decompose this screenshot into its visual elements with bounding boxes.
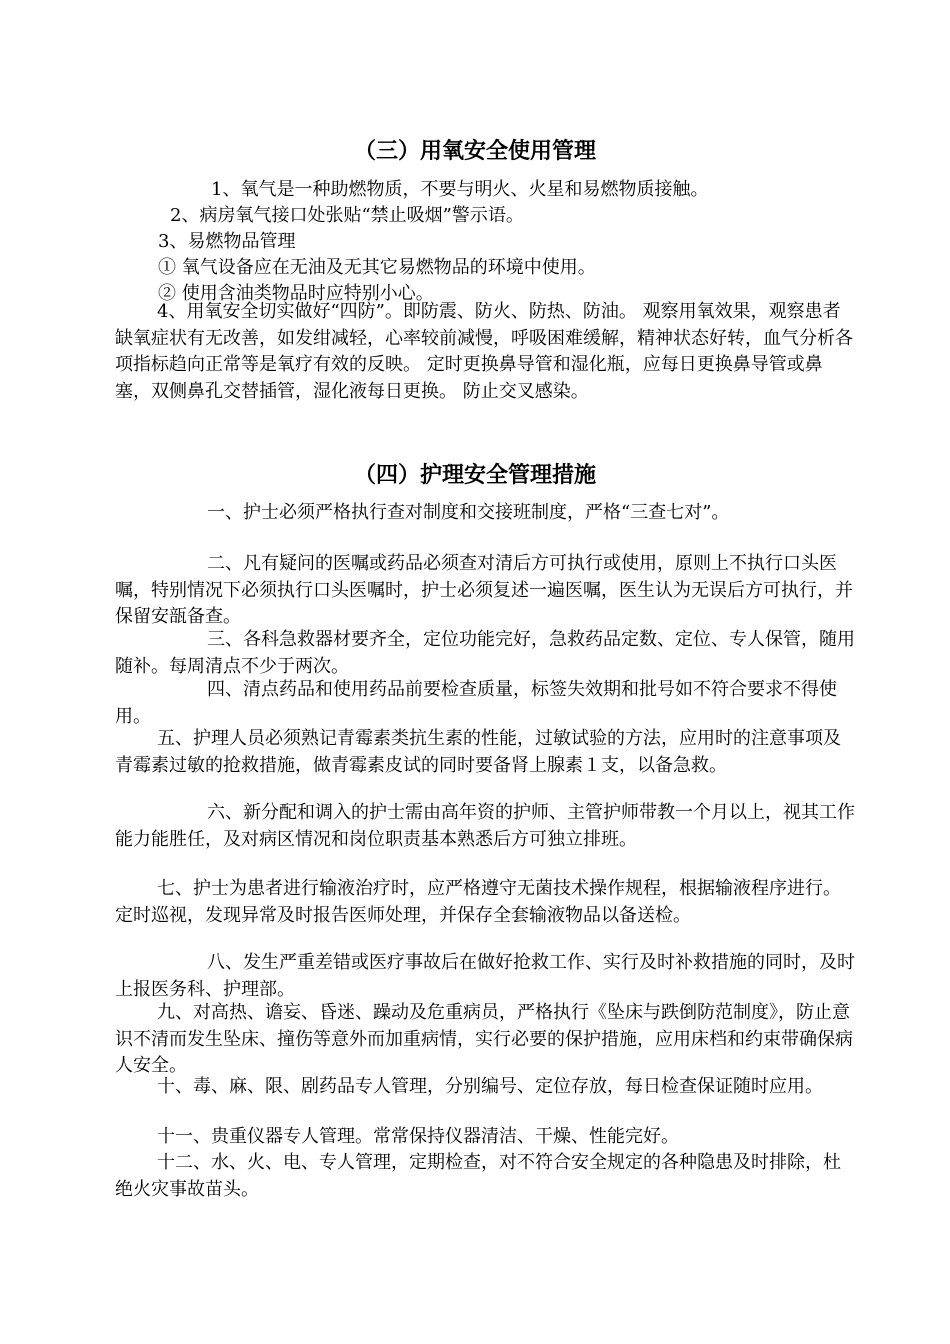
section-4-item-5: 五、护理人员必须熟记青霉素类抗生素的性能，过敏试验的方法，应用时的注意事项及青霉素过敏的抢救措施，做青霉素皮试的同时要备肾上腺素１支，以备急救。: [115, 728, 841, 776]
section-3-line-3: 3、易燃物品管理: [158, 231, 296, 252]
section-3-line-1: 1、氧气是一种助燃物质，不要与明火、火星和易燃物质接触。: [211, 179, 709, 200]
section-4-item-2: 二、凡有疑问的医嘱或药品必须查对清后方可执行或使用，原则上不执行口头医嘱，特别情况下必须执行口头医嘱时，护士必须复述一遍医嘱，医生认为无误后方可执行，并保留安瓿备查。: [115, 553, 853, 628]
section-3-item-4: 4、用氧安全切实做好“四防”。即防震、防火、防热、防油。 观察用氧效果，观察患者缺氧症状有无改善，如发绀减轻，心率较前减慢，呼吸困难缓解，精神状态好转，血气分析各项指标趋向正常等是氧疗有效的反映。 定时更换鼻导管和湿化瓶，应每日更换鼻导管或鼻塞，双侧鼻孔交替插管，湿化液每日更换。 防止交叉感染。: [115, 301, 853, 402]
section-3-line-5: ② 使用含油类物品时应特别小心。: [158, 283, 434, 304]
section-4-item-9: 九、对高热、谵妄、昏迷、躁动及危重病员，严格执行《坠床与跌倒防范制度》，防止意识不清而发生坠床、撞伤等意外而加重病情，实行必要的保护措施，应用床档和约束带确保病人安全。: [115, 1002, 853, 1077]
section-4-item-3: 三、各科急救器材要齐全，定位功能完好，急救药品定数、定位、专人保管，随用随补。每周清点不少于两次。: [115, 629, 855, 677]
section-3-line-2: 2、病房氧气接口处张贴“禁止吸烟”警示语。: [170, 205, 524, 226]
section-3-title: （三）用氧安全使用管理: [353, 139, 596, 164]
section-4-item-6: 六、新分配和调入的护士需由高年资的护师、主管护师带教一个月以上，视其工作能力能胜任，及对病区情况和岗位职责基本熟悉后方可独立排班。: [115, 802, 855, 850]
section-4-title: （四）护理安全管理措施: [353, 463, 596, 488]
section-4-item-4: 四、清点药品和使用药品前要检查质量，标签失效期和批号如不符合要求不得使用。: [115, 679, 837, 727]
section-4-item-11: 十一、贵重仪器专人管理。常常保持仪器清洁、干燥、性能完好。: [157, 1126, 679, 1147]
section-4-item-8: 八、发生严重差错或医疗事故后在做好抢救工作、实行及时补救措施的同时，及时上报医务科、护理部。: [115, 952, 855, 1000]
section-4-item-10: 十、毒、麻、限、剧药品专人管理，分别编号、定位存放，每日检查保证随时应用。: [157, 1076, 823, 1097]
section-4-item-1: 一、护士必须严格执行查对制度和交接班制度，严格“三查七对”。: [207, 502, 730, 523]
section-4-item-12: 十二、水、火、电、专人管理，定期检查，对不符合安全规定的各种隐患及时排除，杜绝火灾事故苗头。: [115, 1152, 841, 1200]
section-4-item-7: 七、护士为患者进行输液治疗时，应严格遵守无菌技术操作规程，根据输液程序进行。定时巡视，发现异常及时报告医师处理，并保存全套输液物品以备送检。: [115, 878, 841, 926]
section-3-line-4: ① 氧气设备应在无油及无其它易燃物品的环境中使用。: [158, 257, 596, 278]
